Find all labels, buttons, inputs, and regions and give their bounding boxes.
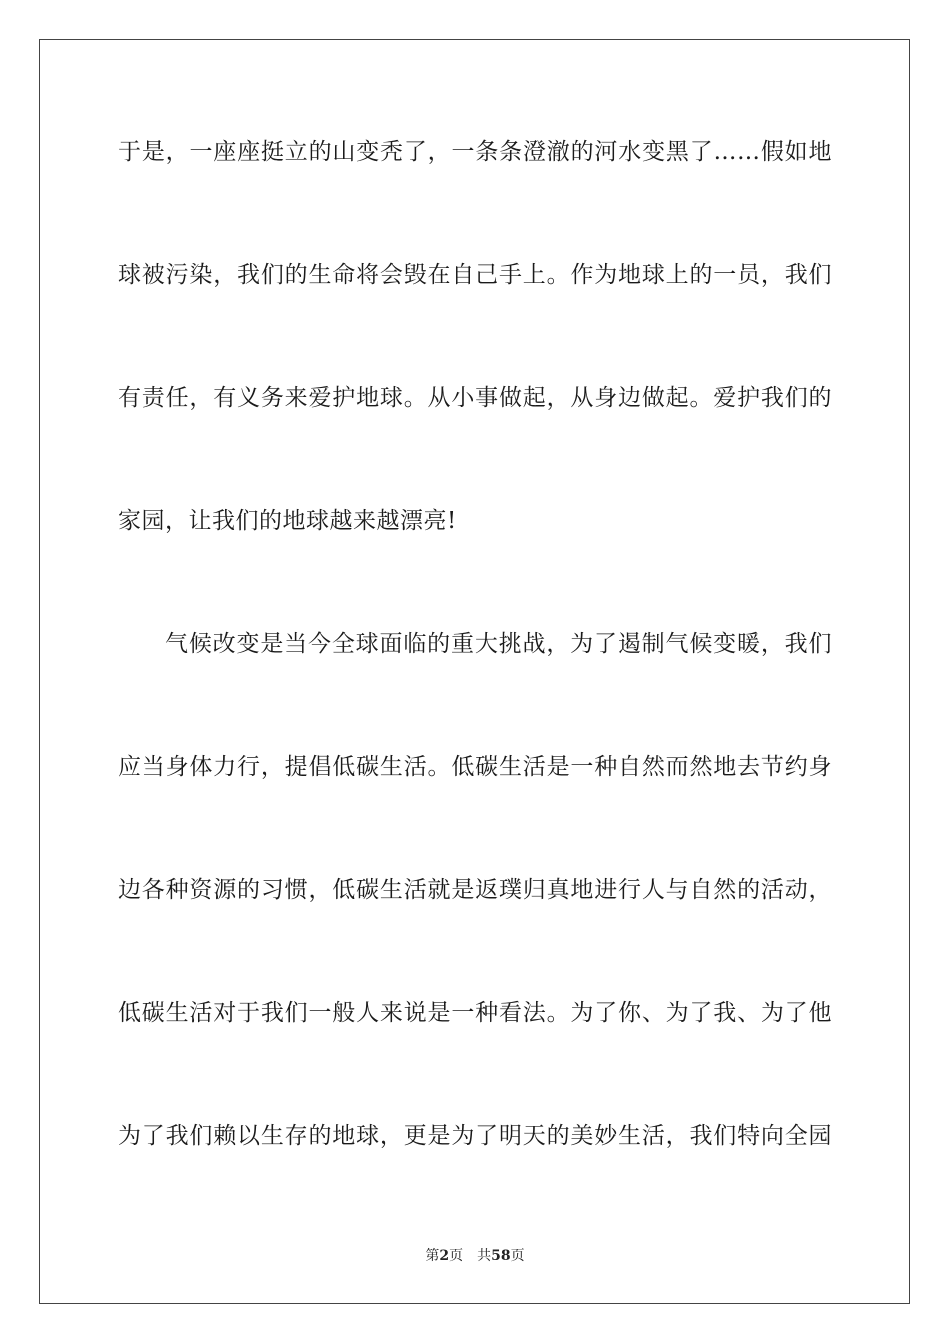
text-line: 家园，让我们的地球越来越漂亮! [118, 508, 457, 534]
total-pages: 58 [491, 1248, 511, 1264]
text-line: 为了我们赖以生存的地球，更是为了明天的美妙生活，我们特向全园 [118, 1123, 832, 1149]
page-prefix: 第 [425, 1248, 440, 1264]
total-suffix: 页 [510, 1248, 525, 1264]
total-prefix: 共 [477, 1248, 492, 1264]
text-line: 于是，一座座挺立的山变秃了，一条条澄澈的河水变黑了……假如地 [118, 139, 832, 165]
page-border [39, 39, 910, 1304]
page-number: 2 [439, 1248, 450, 1264]
paragraph-first-line: 气候改变是当今全球面临的重大挑战，为了遏制气候变暖，我们 [165, 631, 832, 657]
text-line: 有责任，有义务来爱护地球。从小事做起，从身边做起。爱护我们的 [118, 385, 832, 411]
page-footer [0, 1246, 950, 1266]
text-line: 球被污染，我们的生命将会毁在自己手上。作为地球上的一员，我们 [118, 262, 832, 288]
text-line: 边各种资源的习惯，低碳生活就是返璞归真地进行人与自然的活动， [118, 877, 832, 903]
text-line: 低碳生活对于我们一般人来说是一种看法。为了你、为了我、为了他 [118, 1000, 832, 1026]
page-suffix: 页 [449, 1248, 464, 1264]
text-line: 应当身体力行，提倡低碳生活。低碳生活是一种自然而然地去节约身 [118, 754, 832, 780]
